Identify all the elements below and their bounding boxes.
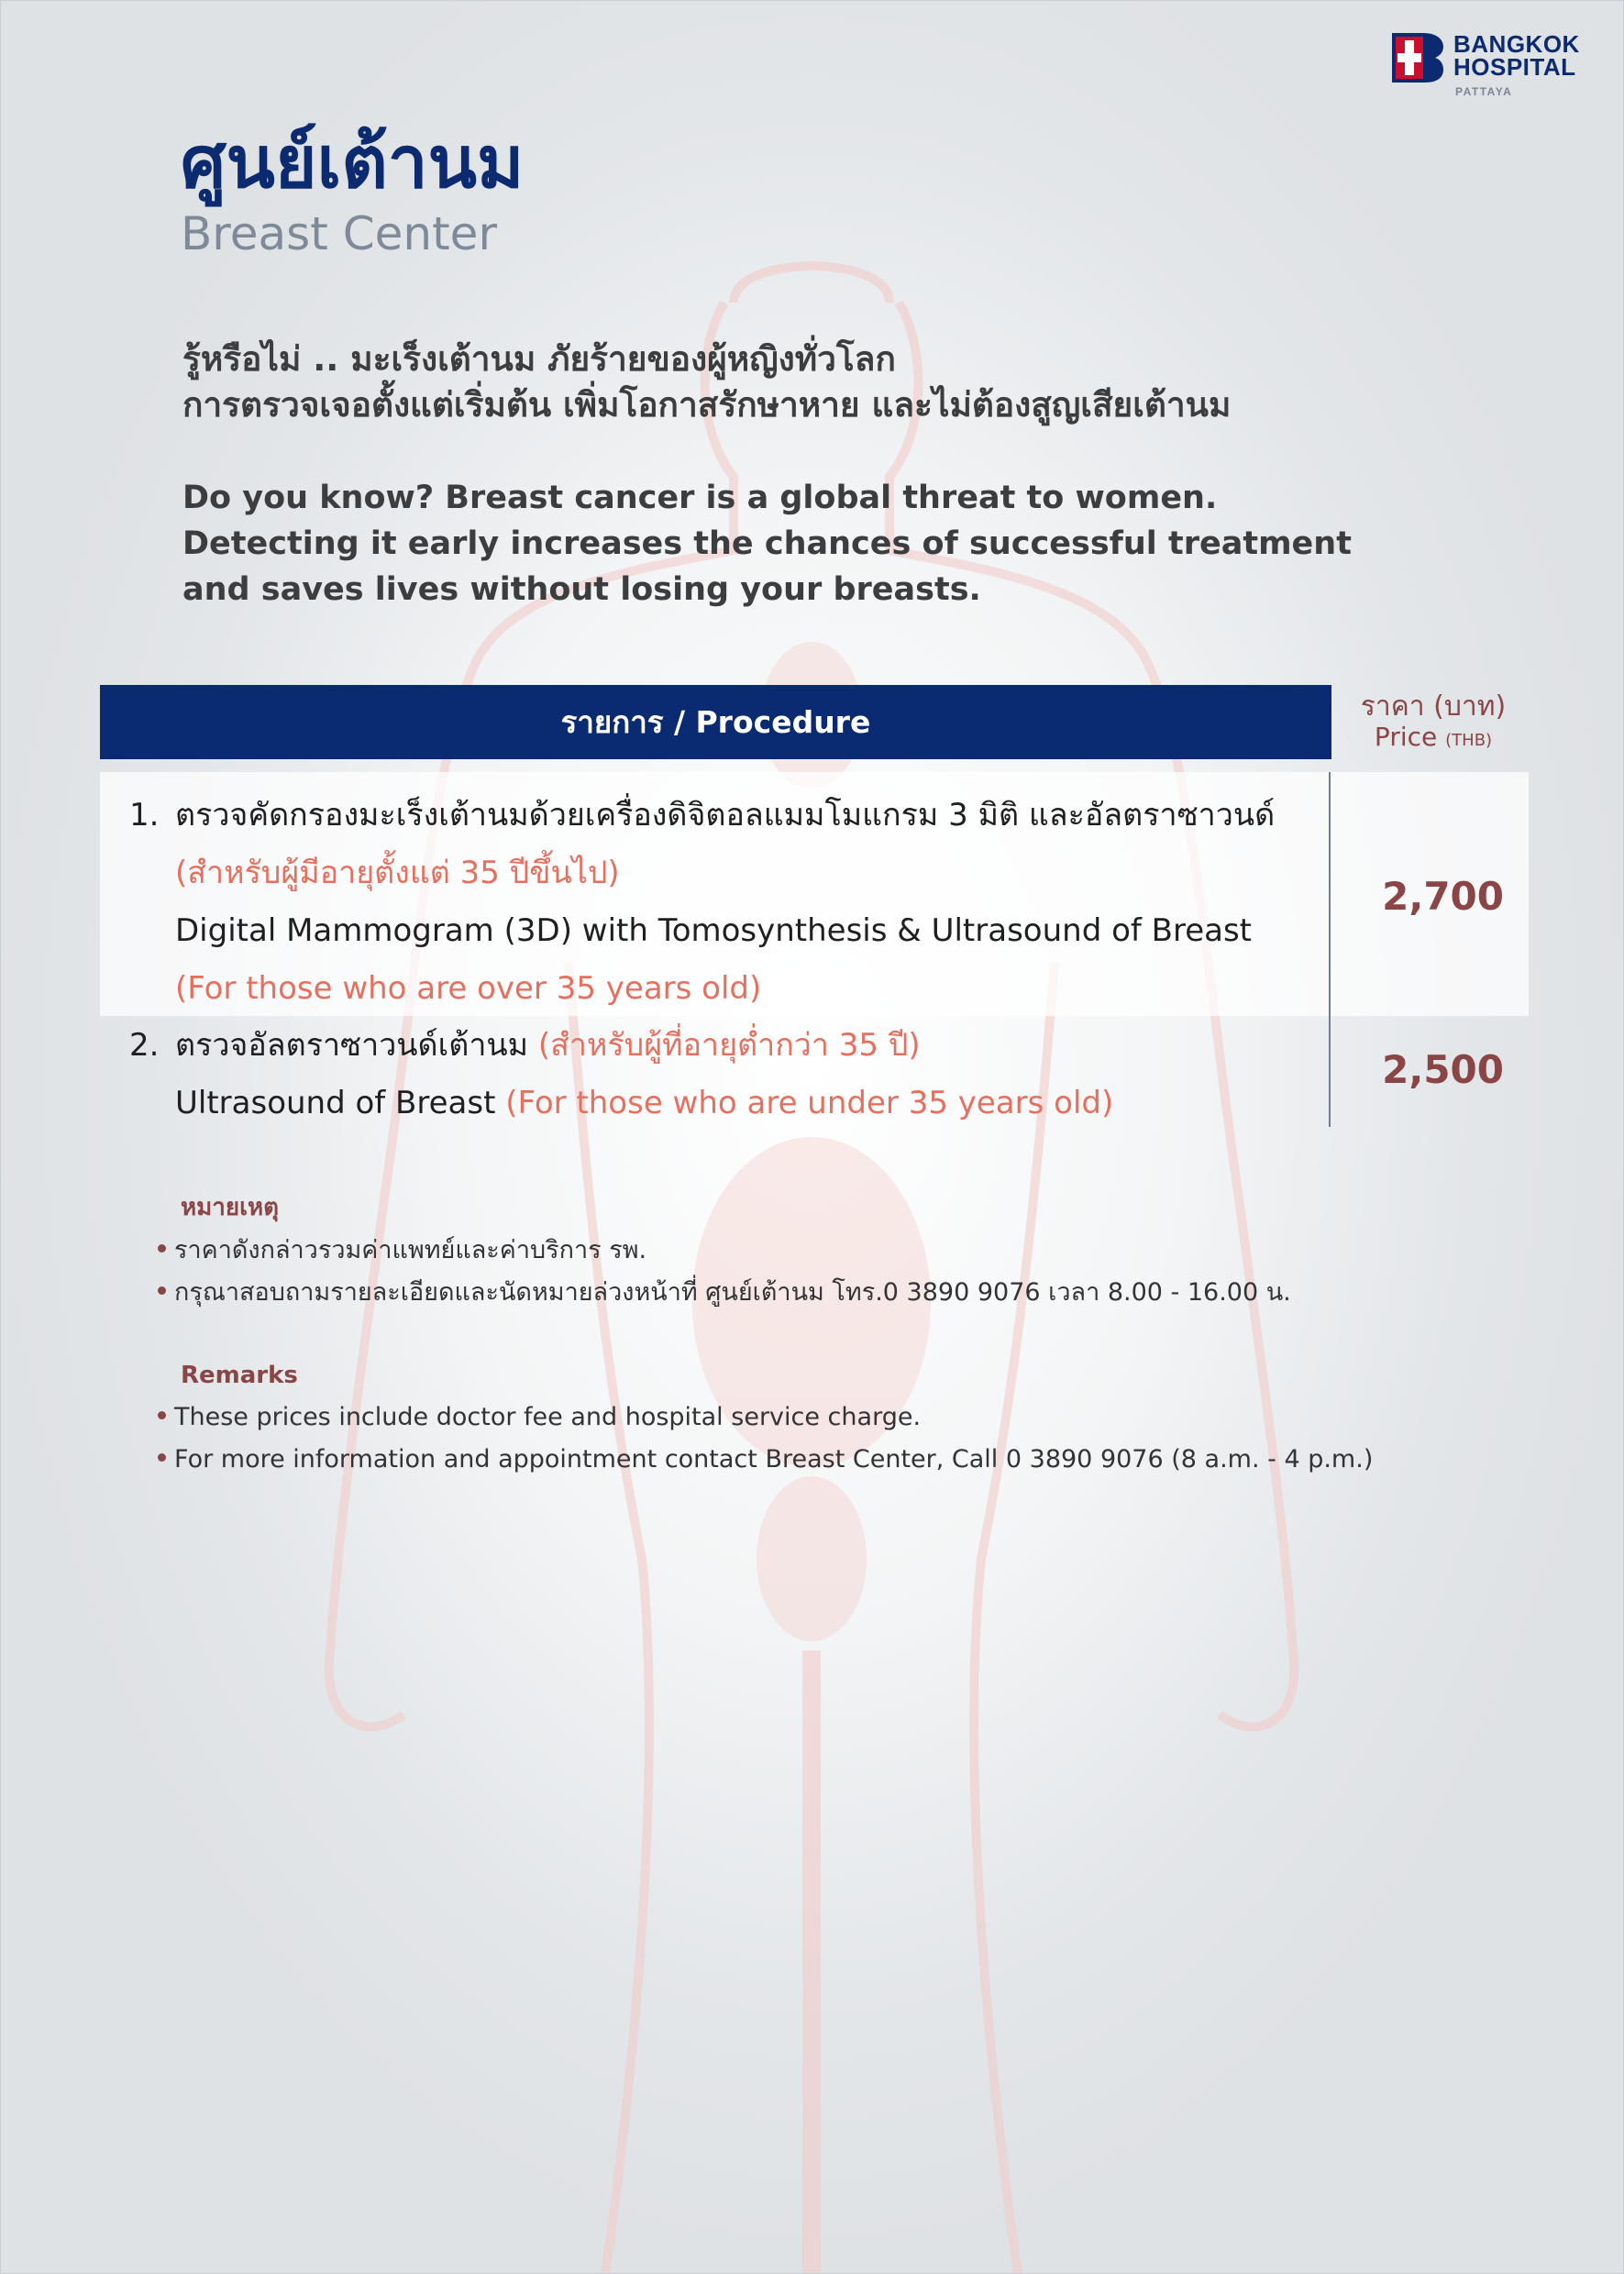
item-2-price: 2,500 [1382,1047,1504,1092]
bullet-icon [158,1453,166,1462]
price-header-thai: ราคา (บาท) [1360,690,1507,723]
item-1-english-note: (For those who are over 35 years old) [175,970,762,1007]
intro-english-line-2: Detecting it early increases the chances of successful treatment [182,525,1352,562]
price-column-header [1331,691,1535,756]
remark-thai-item-1 [158,1231,646,1271]
table-column-divider [1329,772,1331,1127]
logo-wordmark [1453,30,1580,81]
remark-thai-item-1-text: ราคาดังกล่าวรวมค่าแพทย์และค่าบริการ รพ. [174,1236,647,1264]
item-2-thai-line [175,1017,921,1074]
intro-thai-line-2: การตรวจเจอตั้งแต่เริ่มต้น เพิ่มโอกาสรักษาหาย และไม่ต้องสูญเสียเต้านม [182,385,1232,425]
item-2-english-name: Ultrasound of Breast [175,1085,496,1121]
remark-english-item-2-text: For more information and appointment contact Breast Center, Call 0 3890 9076 (8 a.m. - 4 p.m.) [174,1445,1374,1474]
intro-thai-line-1: รู้หรือไม่ .. มะเร็งเต้านม ภัยร้ายของผู้หญิงทั่วโลก [182,339,896,379]
procedure-header-label: รายการ / Procedure [560,704,871,740]
item-2-thai-note: (สำหรับผู้ที่อายุต่ำกว่า 35 ปี) [537,1027,921,1064]
bullet-icon [158,1411,166,1419]
item-1-thai-note: (สำหรับผู้มีอายุตั้งแต่ 35 ปีขึ้นไป) [175,855,620,891]
remark-thai-item-2-text: กรุณาสอบถามรายละเอียดและนัดหมายล่วงหน้าที่ ศูนย์เต้านม โทร.0 3890 9076 เวลา 8.00 - 16.00 น. [174,1278,1291,1307]
item-2-english-note: (For those who are under 35 years old) [505,1085,1114,1121]
item-2-number: 2. [129,1027,160,1064]
bullet-icon [158,1286,166,1295]
remark-thai-item-2 [158,1273,1291,1313]
item-1-price: 2,700 [1382,874,1504,919]
price-header-english-label: Price [1374,722,1438,752]
item-1-thai-name: ตรวจคัดกรองมะเร็งเต้านมด้วยเครื่องดิจิตอลแมมโมแกรม 3 มิติ และอัลตราซาวนด์ [175,797,1276,833]
remarks-english-title: Remarks [181,1362,298,1389]
procedure-column-header [100,685,1331,759]
page-title-english: Breast Center [181,207,497,260]
logo-line1: BANGKOK [1453,30,1580,58]
logo-subtitle: PATTAYA [1455,85,1513,98]
bullet-icon [158,1244,166,1253]
intro-english-line-1: Do you know? Breast cancer is a global threat to women. [182,480,1218,516]
remark-english-item-1-text: These prices include doctor fee and hospital service charge. [174,1403,922,1431]
hospital-logo [1392,30,1598,103]
price-header-unit: (THB) [1445,731,1493,750]
item-1-number: 1. [129,797,160,833]
remark-english-item-2 [158,1440,1373,1480]
item-2-thai-name: ตรวจอัลตราซาวนด์เต้านม [175,1027,529,1064]
logo-line2: HOSPITAL [1453,53,1576,81]
intro-english-line-3: and saves lives without losing your breasts. [182,571,981,608]
remarks-thai-title: หมายเหตุ [181,1194,280,1221]
remark-english-item-1 [158,1397,921,1438]
hospital-logo-mark-icon [1392,33,1443,83]
item-1-english-name: Digital Mammogram (3D) with Tomosynthesis & Ultrasound of Breast [175,912,1253,949]
page-title-thai: ศูนย์เต้านม [181,122,525,204]
item-2-english-line [175,1075,1113,1131]
price-header-english [1331,722,1535,756]
